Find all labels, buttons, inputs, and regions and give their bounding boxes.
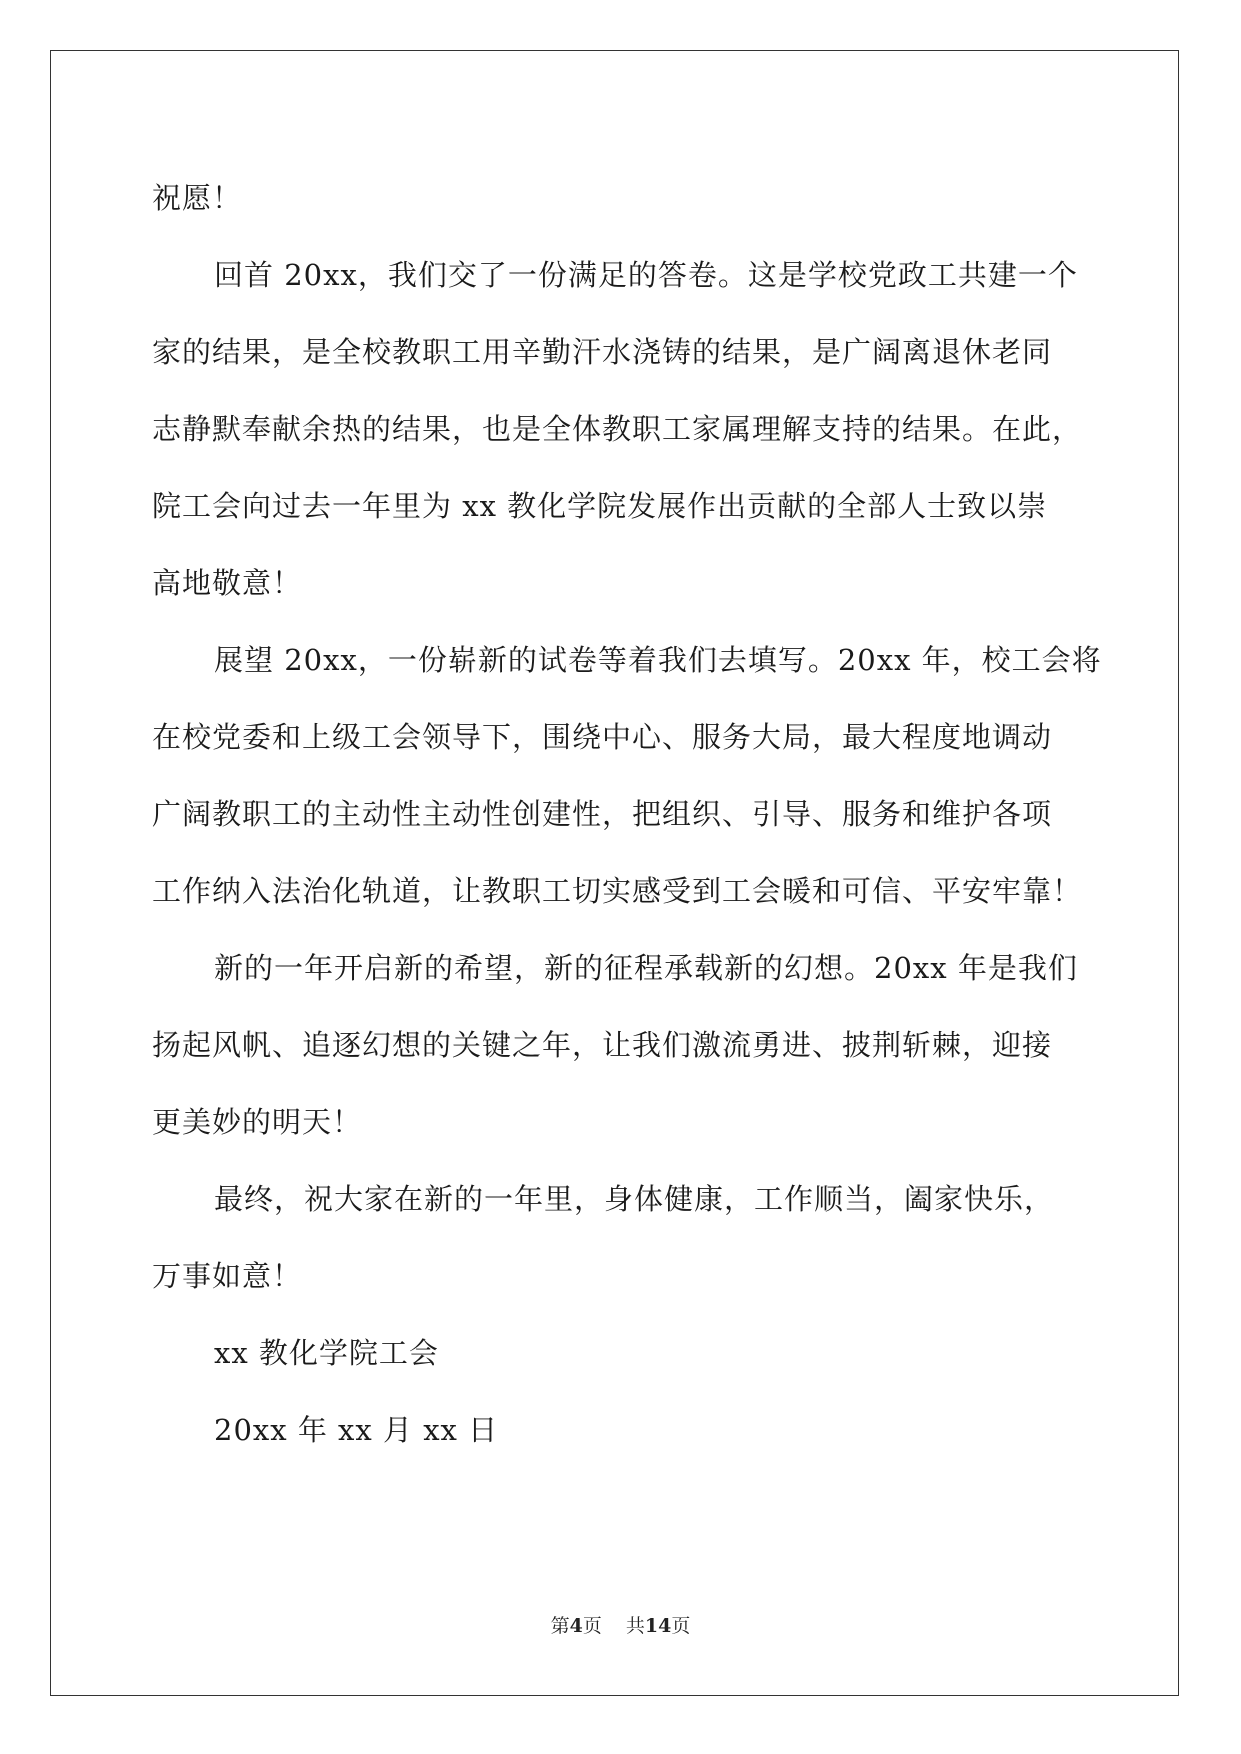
text-line: 院工会向过去一年里为 xx 教化学院发展作出贡献的全部人士致以崇 bbox=[152, 489, 1048, 523]
text-line: 家的结果，是全校教职工用辛勤汗水浇铸的结果，是广阔离退休老同 bbox=[152, 335, 1053, 369]
text-line: 扬起风帆、追逐幻想的关键之年，让我们激流勇进、披荆斩棘，迎接 bbox=[152, 1028, 1053, 1062]
total-suffix: 页 bbox=[671, 1615, 691, 1637]
paragraph-first-line: 最终，祝大家在新的一年里，身体健康，工作顺当，阖家快乐， bbox=[214, 1182, 1055, 1216]
total-prefix: 共 bbox=[625, 1615, 645, 1637]
text-line: 广阔教职工的主动性主动性创建性，把组织、引导、服务和维护各项 bbox=[152, 797, 1053, 831]
paragraph-first-line: 展望 20xx，一份崭新的试卷等着我们去填写。20xx 年，校工会将 bbox=[214, 643, 1102, 677]
signature-organization: xx 教化学院工会 bbox=[214, 1336, 439, 1370]
paragraph-first-line: 回首 20xx，我们交了一份满足的答卷。这是学校党政工共建一个 bbox=[214, 258, 1078, 292]
current-page-number: 4 bbox=[569, 1615, 583, 1637]
page-prefix: 第 bbox=[550, 1615, 570, 1637]
text-line: 工作纳入法治化轨道，让教职工切实感受到工会暖和可信、平安牢靠！ bbox=[152, 874, 1083, 908]
text-line: 万事如意！ bbox=[152, 1259, 303, 1293]
total-page-count: 14 bbox=[644, 1615, 672, 1637]
paragraph-first-line: 新的一年开启新的希望，新的征程承载新的幻想。20xx 年是我们 bbox=[214, 951, 1078, 985]
text-line: 祝愿！ bbox=[152, 181, 243, 215]
text-line: 志静默奉献余热的结果，也是全体教职工家属理解支持的结果。在此， bbox=[152, 412, 1083, 446]
text-line: 更美妙的明天！ bbox=[152, 1105, 363, 1139]
text-line: 高地敬意！ bbox=[152, 566, 303, 600]
page-footer bbox=[0, 1614, 1241, 1638]
text-line: 在校党委和上级工会领导下，围绕中心、服务大局，最大程度地调动 bbox=[152, 720, 1053, 754]
page-suffix: 页 bbox=[582, 1615, 602, 1637]
document-body bbox=[152, 160, 1102, 1469]
signature-date: 20xx 年 xx 月 xx 日 bbox=[214, 1413, 499, 1447]
